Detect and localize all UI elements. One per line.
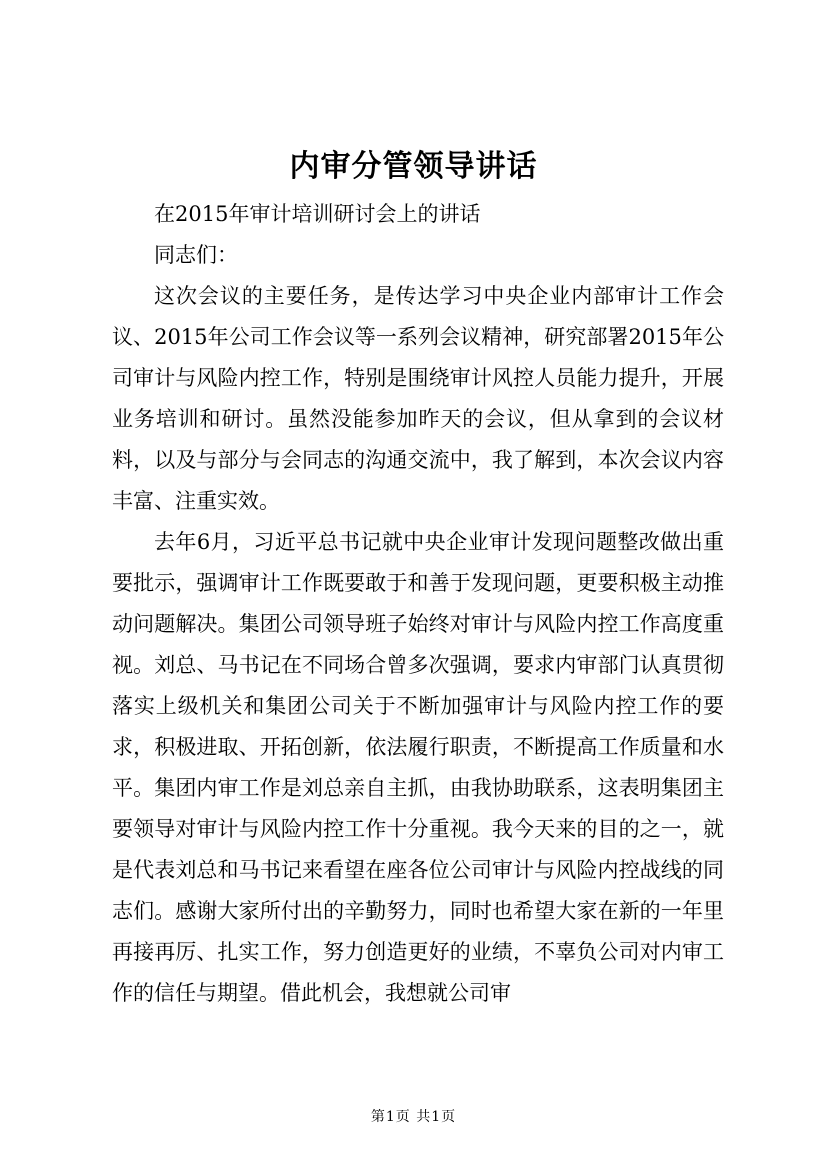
document-body	[112, 194, 724, 1014]
paragraph: 这次会议的主要任务，是传达学习中央企业内部审计工作会议、2015年公司工作会议等一系列会议精神，研究部署2015年公司审计与风险内控工作，特别是围绕审计风控人员能力提升，开展业务培训和研讨。虽然没能参加昨天的会议，但从拿到的会议材料，以及与部分与会同志的沟通交流中，我了解到，本次会议内容丰富、注重实效。	[112, 284, 724, 513]
document-title: 内审分管领导讲话	[289, 149, 538, 184]
salutation: 同志们：	[154, 243, 238, 267]
speech-subtitle: 在2015年审计培训研讨会上的讲话	[154, 202, 481, 226]
page-footer: 第1页 共1页	[370, 1109, 457, 1125]
paragraph: 去年6月，习近平总书记就中央企业审计发现问题整改做出重要批示，强调审计工作既要敢于和善于发现问题，更要积极主动推动问题解决。集团公司领导班子始终对审计与风险内控工作高度重视。刘总、马书记在不同场合曾多次强调，要求内审部门认真贯彻落实上级机关和集团公司关于不断加强审计与风险内控工作的要求，积极进取、开拓创新，依法履行职责，不断提高工作质量和水平。集团内审工作是刘总亲自主抓，由我协助联系，这表明集团主要领导对审计与风险内控工作十分重视。我今天来的目的之一，就是代表刘总和马书记来看望在座各位公司审计与风险内控战线的同志们。感谢大家所付出的辛勤努力，同时也希望大家在新的一年里再接再厉、扎实工作，努力创造更好的业绩，不辜负公司对内审工作的信任与期望。借此机会，我想就公司审	[112, 530, 724, 1005]
